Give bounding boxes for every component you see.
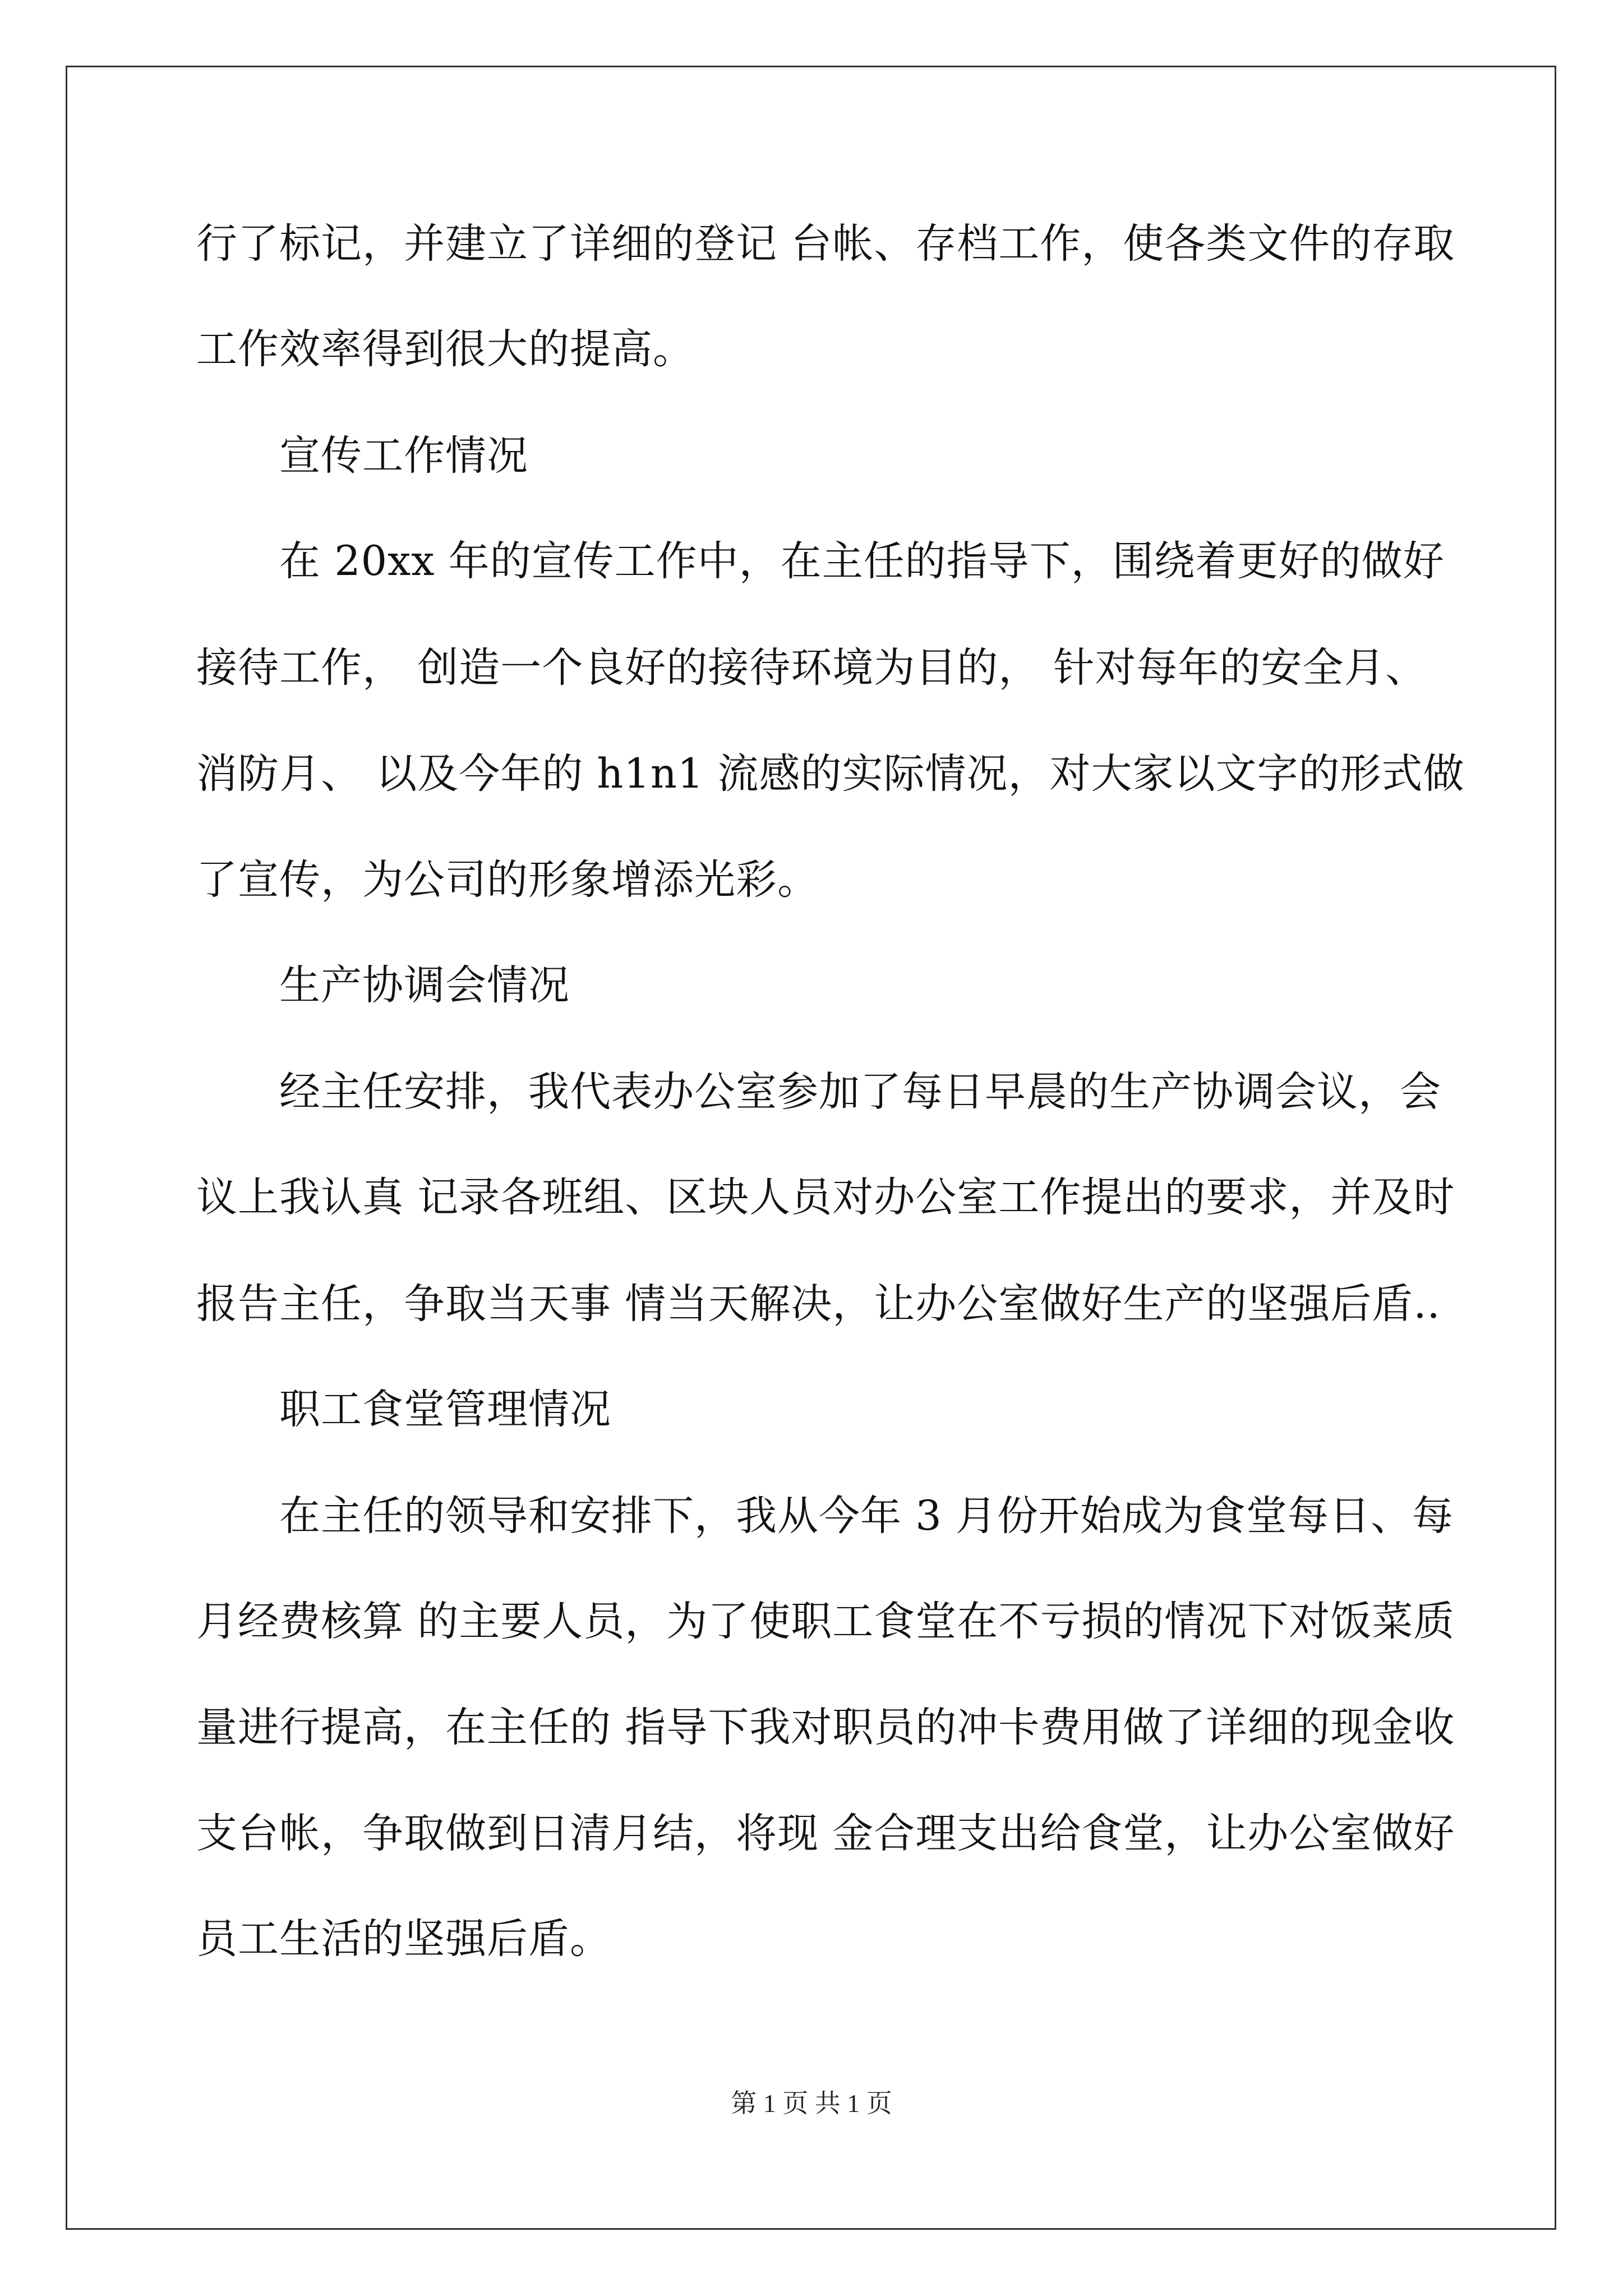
section-heading: 职工食堂管理情况 [279,1386,611,1433]
text-line: 消防月、 以及今年的 h1n1 流感的实际情况，对大家以文字的形式做 [196,750,1465,798]
text-line: 支台帐，争取做到日清月结，将现 金合理支出给食堂，让办公室做好 [196,1810,1455,1857]
text-line: 报告主任，争取当天事 情当天解决，让办公室做好生产的坚强后盾.. [196,1280,1441,1328]
text-line: 了宣传，为公司的形象增添光彩。 [196,856,819,904]
text-line: 量进行提高，在主任的 指导下我对职员的冲卡费用做了详细的现金收 [196,1704,1455,1751]
text-line: 行了标记，并建立了详细的登记 台帐、存档工作，使各类文件的存取 [196,220,1455,268]
text-line: 在主任的领导和安排下，我从今年 3 月份开始成为食堂每日、每 [279,1492,1454,1540]
page-footer: 第 1 页 共 1 页 [731,2089,892,2118]
text-line: 接待工作， 创造一个良好的接待环境为目的， 针对每年的安全月、 [196,644,1427,692]
text-line: 经主任安排，我代表办公室参加了每日早晨的生产协调会议，会 [279,1068,1441,1116]
text-line: 月经费核算 的主要人员，为了使职工食堂在不亏损的情况下对饭菜质 [196,1598,1455,1645]
page-border [66,66,1556,2230]
section-heading: 宣传工作情况 [279,432,528,480]
text-line: 在 20xx 年的宣传工作中，在主任的指导下，围绕着更好的做好 [279,537,1445,585]
text-line: 议上我认真 记录各班组、区块人员对办公室工作提出的要求，并及时 [196,1174,1455,1221]
text-line: 员工生活的坚强后盾。 [196,1915,611,1963]
section-heading: 生产协调会情况 [279,961,570,1009]
text-line: 工作效率得到很大的提高。 [196,325,694,373]
